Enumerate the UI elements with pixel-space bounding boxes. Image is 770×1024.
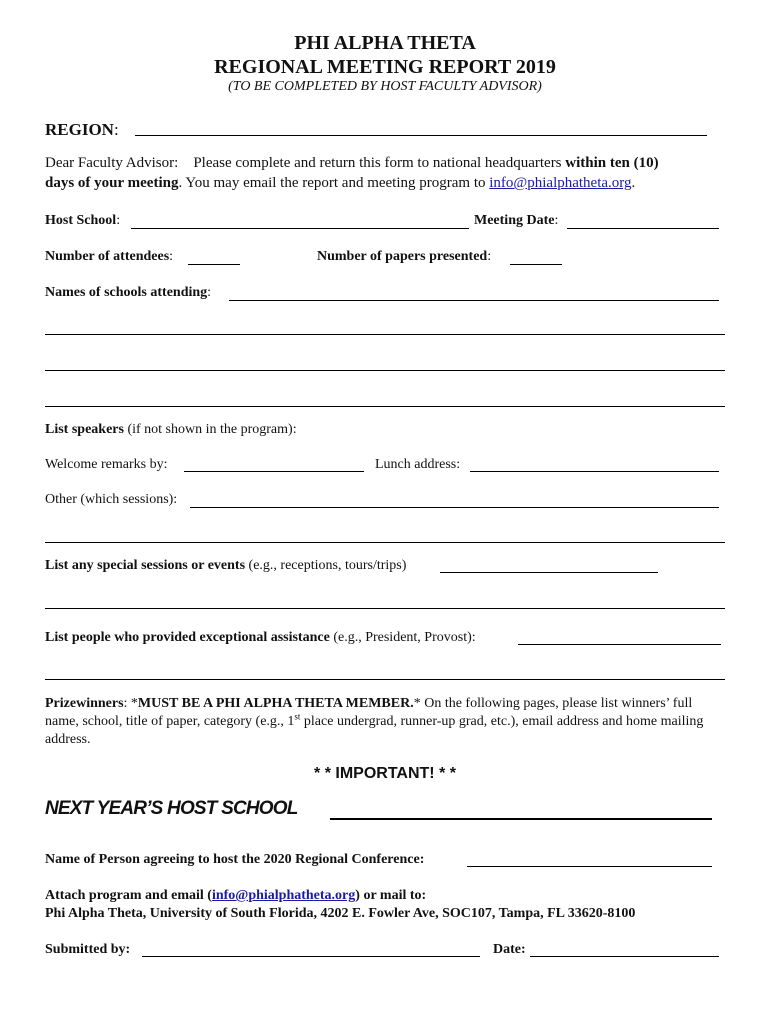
speakers-heading-bold: List speakers — [45, 422, 124, 437]
speakers-heading-rest: (if not shown in the program): — [123, 422, 297, 437]
other-sessions-line-2[interactable] — [45, 542, 725, 543]
meeting-date-field[interactable] — [567, 228, 719, 229]
papers-colon: : — [487, 249, 492, 264]
schools-label-group — [45, 285, 211, 301]
lunch-address-field[interactable] — [470, 471, 719, 472]
intro-text1: Please complete and return this form to national headquarters — [193, 155, 566, 171]
attendees-label: Number of attendees — [45, 249, 170, 264]
host-school-field[interactable] — [131, 228, 469, 229]
prizewinners-text3: place undergrad, runner-up grad, etc.), email address and home mailing address. — [45, 714, 704, 747]
papers-label-group — [317, 249, 491, 265]
prizewinners-sup: st — [294, 711, 301, 722]
meeting-date-label: Meeting Date — [474, 213, 555, 228]
intro-text2: . You may email the report and meeting program to — [178, 175, 490, 191]
region-label: REGION — [45, 120, 114, 139]
host-person-label: Name of Person agreeing to host the 2020 Regional Conference: — [45, 852, 425, 867]
special-sessions-hint: (e.g., receptions, tours/trips) — [245, 558, 407, 573]
schools-attending-line-4[interactable] — [45, 406, 725, 407]
papers-field[interactable] — [510, 264, 562, 265]
region-field[interactable] — [135, 135, 707, 136]
assistance-hint: (e.g., President, Provost): — [329, 630, 476, 645]
assistance-field[interactable] — [518, 644, 721, 645]
region-label-group — [45, 120, 119, 140]
region-colon: : — [113, 120, 119, 139]
attach-email-link[interactable]: info@phialphatheta.org — [211, 888, 356, 903]
host-school-label: Host School — [45, 213, 117, 228]
prizewinners-member-note: MUST BE A PHI ALPHA THETA MEMBER. — [137, 696, 414, 711]
meeting-date-colon: : — [554, 213, 559, 228]
welcome-remarks-field[interactable] — [184, 471, 364, 472]
special-sessions-label: List any special sessions or events — [45, 558, 246, 573]
prizewinners-label: Prizewinners — [45, 696, 124, 711]
prizewinners-text1: : * — [123, 696, 138, 711]
attendees-label-group — [45, 249, 173, 265]
attendees-field[interactable] — [188, 264, 240, 265]
host-school-label-group — [45, 213, 120, 229]
host-school-colon: : — [116, 213, 121, 228]
papers-label: Number of papers presented — [317, 249, 488, 264]
schools-attending-line-3[interactable] — [45, 370, 725, 371]
welcome-remarks-label: Welcome remarks by: — [45, 457, 168, 472]
other-sessions-label: Other (which sessions): — [45, 492, 178, 507]
form-subtitle: (TO BE COMPLETED BY HOST FACULTY ADVISOR) — [228, 79, 542, 94]
schools-attending-field[interactable] — [229, 300, 719, 301]
attach-text2: ) or mail to: — [355, 888, 427, 903]
intro-email-link[interactable]: info@phialphatheta.org — [489, 175, 632, 191]
lunch-address-label: Lunch address: — [375, 457, 461, 472]
submitted-by-field[interactable] — [142, 956, 480, 957]
special-sessions-line-2[interactable] — [45, 608, 725, 609]
schools-attending-label: Names of schools attending — [45, 285, 208, 300]
other-sessions-field[interactable] — [190, 507, 719, 508]
special-sessions-field[interactable] — [440, 572, 658, 573]
host-person-field[interactable] — [467, 866, 712, 867]
form-title-line2: REGIONAL MEETING REPORT 2019 — [214, 56, 556, 78]
footer-date-label: Date: — [493, 942, 526, 957]
intro-greeting: Dear Faculty Advisor: — [45, 155, 179, 171]
intro-deadline: within ten (10) — [565, 155, 659, 171]
footer-date-field[interactable] — [530, 956, 719, 957]
next-host-label: NEXT YEAR’S HOST SCHOOL — [45, 798, 298, 819]
prizewinners-text2: * On the following pages, please list winners’ full name, school, title of paper, category (e.g., 1 — [45, 696, 693, 729]
attach-text1: Attach program and email ( — [45, 888, 212, 903]
form-title-line1: PHI ALPHA THETA — [294, 32, 476, 54]
special-sessions-label-group — [45, 558, 406, 574]
mailing-address: Phi Alpha Theta, University of South Florida, 4202 E. Fowler Ave, SOC107, Tampa, FL 33620-8100 — [45, 906, 636, 921]
intro-paragraph — [45, 153, 735, 193]
important-banner: * * IMPORTANT! * * — [314, 765, 456, 782]
submitted-by-label: Submitted by: — [45, 942, 131, 957]
intro-text3: . — [631, 175, 636, 191]
attach-line — [45, 888, 426, 904]
next-host-field[interactable] — [330, 818, 712, 820]
schools-attending-colon: : — [207, 285, 212, 300]
attendees-colon: : — [169, 249, 174, 264]
schools-attending-line-2[interactable] — [45, 334, 725, 335]
assistance-line-2[interactable] — [45, 679, 725, 680]
prizewinners-paragraph — [45, 695, 725, 749]
assistance-label-group — [45, 630, 476, 646]
assistance-label: List people who provided exceptional assistance — [45, 630, 330, 645]
meeting-date-label-group — [474, 213, 558, 229]
intro-deadline-2: days of your meeting — [45, 175, 179, 191]
speakers-heading — [45, 422, 297, 438]
